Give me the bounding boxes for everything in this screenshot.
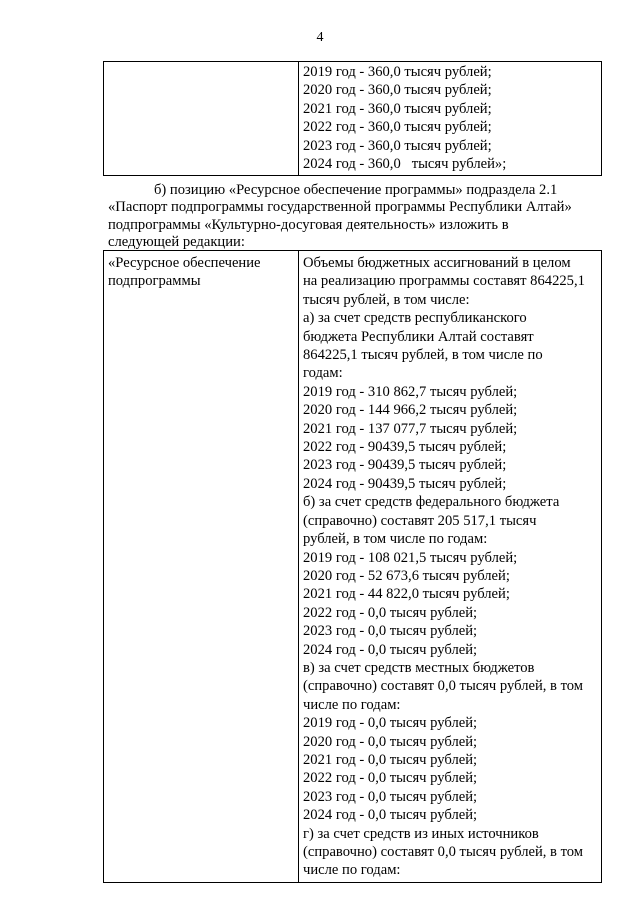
table-line: 2021 год - 44 822,0 тысяч рублей; xyxy=(303,586,510,603)
table-line: 2019 год - 310 862,7 тысяч рублей; xyxy=(303,383,518,400)
intro-line: подпрограммы «Культурно-досуговая деятельность» изложить в xyxy=(108,216,509,233)
budget-table-continuation xyxy=(103,61,602,176)
table-line: 2023 год - 90439,5 тысяч рублей; xyxy=(303,457,507,474)
table-line: 2024 год - 360,0 тысяч рублей»; xyxy=(303,156,507,173)
table-left-cell xyxy=(104,251,299,883)
table-line: 2022 год - 0,0 тысяч рублей; xyxy=(303,770,478,787)
table-line: 2024 год - 90439,5 тысяч рублей; xyxy=(303,475,507,492)
table-line: 864225,1 тысяч рублей, в том числе по xyxy=(303,347,543,364)
table-line: 2020 год - 0,0 тысяч рублей; xyxy=(303,733,478,750)
table-line: а) за счет средств республиканского xyxy=(303,310,527,327)
table-line: 2020 год - 144 966,2 тысяч рублей; xyxy=(303,402,518,419)
resource-provision-label: «Ресурсное обеспечение подпрограммы xyxy=(108,255,261,290)
table-line: Объемы бюджетных ассигнований в целом xyxy=(303,255,571,271)
intro-line: следующей редакции: xyxy=(108,234,245,251)
table-line: числе по годам: xyxy=(303,862,401,879)
table-line: годам: xyxy=(303,365,343,382)
table-line: 2022 год - 0,0 тысяч рублей; xyxy=(303,604,478,621)
table-line: тысяч рублей, в том числе: xyxy=(303,291,470,308)
table-line: на реализацию программы составят 864225,1 xyxy=(303,273,585,290)
table-line: бюджета Республики Алтай составят xyxy=(303,328,534,345)
table-line: числе по годам: xyxy=(303,696,401,713)
table-line: 2019 год - 0,0 тысяч рублей; xyxy=(303,715,478,732)
table-line: г) за счет средств из иных источников xyxy=(303,825,539,842)
table-line: 2022 год - 360,0 тысяч рублей; xyxy=(303,119,492,136)
table-row xyxy=(104,62,602,176)
table-line: 2024 год - 0,0 тысяч рублей; xyxy=(303,641,478,658)
intro-line: б) позицию «Ресурсное обеспечение программы» подраздела 2.1 xyxy=(154,182,558,198)
resource-provision-table xyxy=(103,250,602,883)
table-left-cell xyxy=(104,62,299,176)
table-row xyxy=(104,251,602,883)
table-line: 2019 год - 108 021,5 тысяч рублей; xyxy=(303,549,518,566)
intro-line: «Паспорт подпрограммы государственной программы Республики Алтай» xyxy=(108,199,572,216)
intro-paragraph xyxy=(108,182,598,252)
table-line: рублей, в том числе по годам: xyxy=(303,531,488,548)
page-number: 4 xyxy=(316,30,324,45)
table-right-cell xyxy=(299,251,602,883)
table-line: 2021 год - 0,0 тысяч рублей; xyxy=(303,751,478,768)
table-line: в) за счет средств местных бюджетов xyxy=(303,659,535,676)
table-line: 2020 год - 52 673,6 тысяч рублей; xyxy=(303,567,510,584)
table-line: (справочно) составят 0,0 тысяч рублей, в том xyxy=(303,678,584,695)
table-line: 2023 год - 0,0 тысяч рублей; xyxy=(303,623,478,640)
table-line: 2023 год - 0,0 тысяч рублей; xyxy=(303,788,478,805)
table-line: (справочно) составят 205 517,1 тысяч xyxy=(303,512,537,529)
table-line: 2023 год - 360,0 тысяч рублей; xyxy=(303,137,492,154)
table-right-cell xyxy=(299,62,602,176)
table-line: б) за счет средств федерального бюджета xyxy=(303,494,560,511)
table-line: 2021 год - 360,0 тысяч рублей; xyxy=(303,100,492,117)
table-line: 2022 год - 90439,5 тысяч рублей; xyxy=(303,439,507,456)
table-line: (справочно) составят 0,0 тысяч рублей, в том xyxy=(303,844,584,860)
table-line: 2020 год - 360,0 тысяч рублей; xyxy=(303,82,492,99)
table-line: 2019 год - 360,0 тысяч рублей; xyxy=(303,64,492,80)
table-line: 2021 год - 137 077,7 тысяч рублей; xyxy=(303,420,518,437)
table-line: 2024 год - 0,0 тысяч рублей; xyxy=(303,807,478,824)
